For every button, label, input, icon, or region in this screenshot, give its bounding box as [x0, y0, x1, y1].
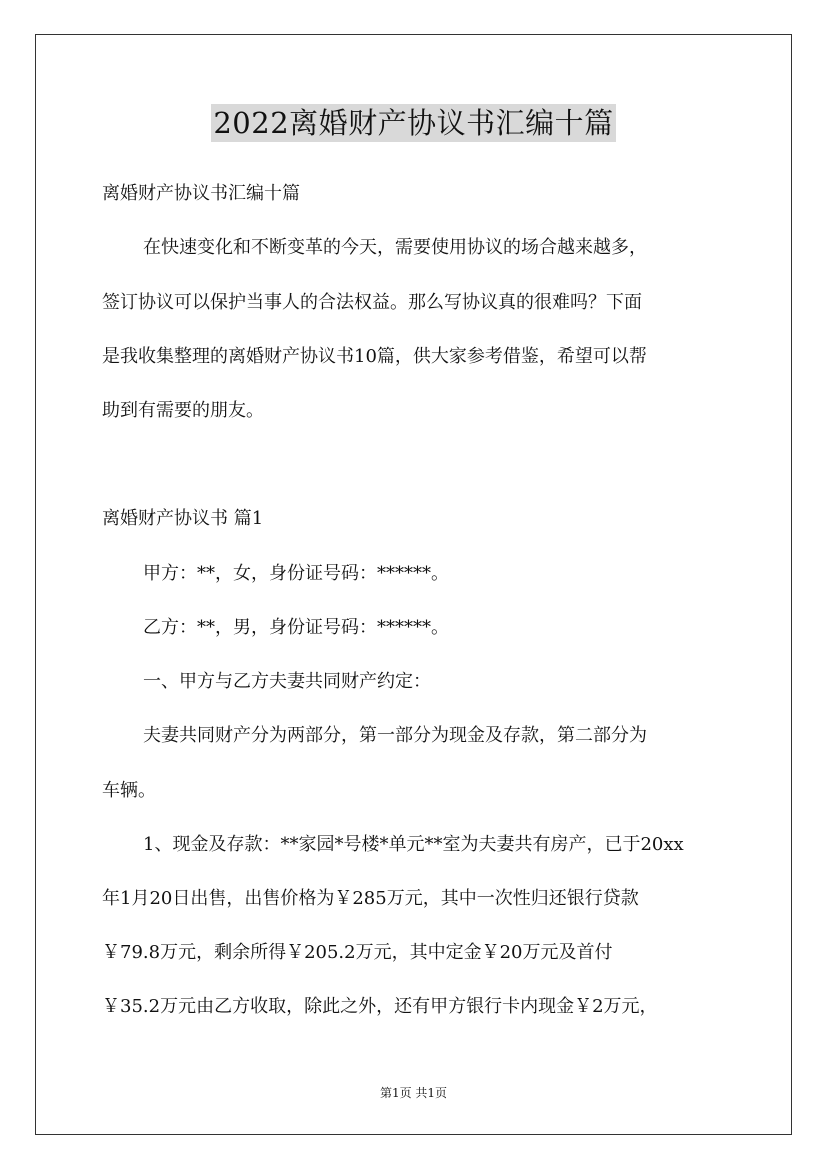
- item-line-2: 年1月20日出售，出售价格为￥285万元，其中一次性归还银行贷款: [102, 888, 639, 909]
- page-number: 第1页 共1页: [379, 1086, 448, 1100]
- intro-line-4: 助到有需要的朋友。: [102, 400, 264, 421]
- clause-line-1: 夫妻共同财产分为两部分，第一部分为现金及存款，第二部分为: [143, 725, 647, 746]
- document-title: 2022离婚财产协议书汇编十篇: [213, 106, 614, 140]
- party-b-line: 乙方：**，男，身份证号码：******。: [143, 617, 449, 638]
- item-line-4: ￥35.2万元由乙方收取，除此之外，还有甲方银行卡内现金￥2万元，: [102, 996, 658, 1017]
- clause-heading: 一、甲方与乙方夫妻共同财产约定：: [143, 671, 431, 692]
- document-subtitle: 离婚财产协议书汇编十篇: [102, 183, 300, 204]
- clause-line-2: 车辆。: [102, 780, 156, 801]
- section-heading: 离婚财产协议书 篇1: [102, 508, 264, 529]
- title-container: [0, 104, 827, 142]
- party-a-line: 甲方：**，女，身份证号码：******。: [143, 563, 449, 584]
- item-line-1: 1、现金及存款：**家园*号楼*单元**室为夫妻共有房产，已于20xx: [143, 834, 684, 855]
- intro-line-2: 签订协议可以保护当事人的合法权益。那么写协议真的很难吗？下面: [102, 292, 642, 313]
- intro-line-1: 在快速变化和不断变革的今天，需要使用协议的场合越来越多，: [143, 237, 647, 258]
- item-line-3: ￥79.8万元，剩余所得￥205.2万元，其中定金￥20万元及首付: [102, 942, 613, 963]
- intro-line-3: 是我收集整理的离婚财产协议书10篇，供大家参考借鉴，希望可以帮: [102, 346, 647, 367]
